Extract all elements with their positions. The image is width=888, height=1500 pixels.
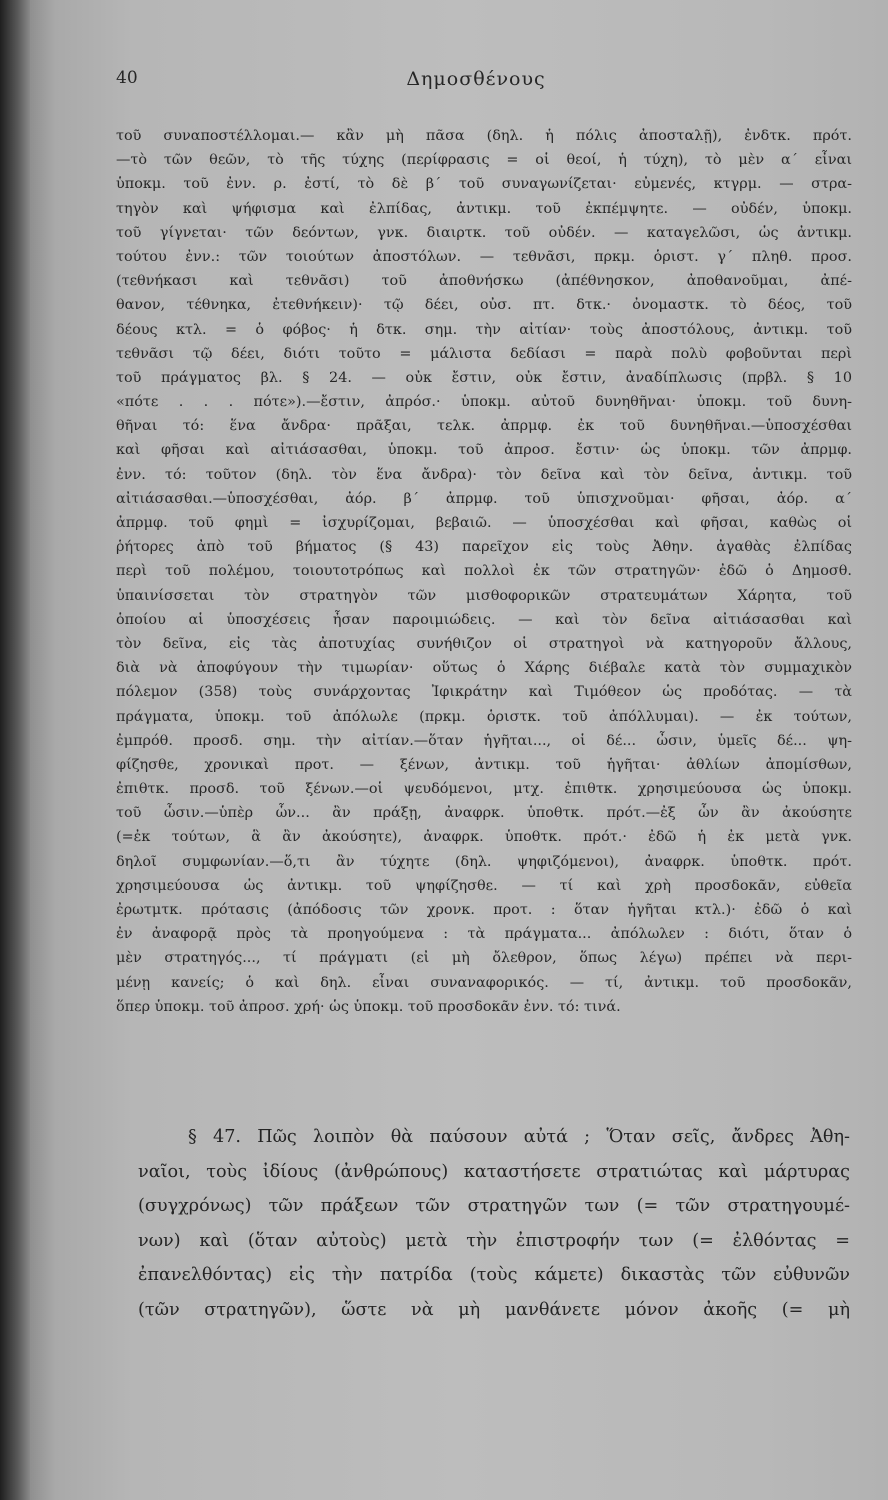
note-line: χρησιμεύουσα ὡς ἀντικμ. τοῦ ψηφίζησθε. — τί καὶ χρὴ προσδοκᾶν, εὐθεῖα [116,877,852,894]
running-title: Δημοσθένους [406,68,546,90]
commentary-notes [116,124,852,1019]
note-line: (τεθνήκασι καὶ τεθνᾶσι) τοῦ ἀποθνήσκω (ἀπέθνησκον, ἀποθανοῦμαι, ἀπέ- [116,273,852,290]
note-line: τηγὸν καὶ ψήφισμα καὶ ἐλπίδας, ἀντικμ. τοῦ ἐκπέμψητε. — οὐδέν, ὑποκμ. [116,200,852,217]
note-line: τούτου ἐνν.: τῶν τοιούτων ἀποστόλων. — τεθνᾶσι, πρκμ. ὁριστ. γ΄ πληθ. προσ. [116,248,852,265]
note-line: ὑποκμ. τοῦ ἐνν. ρ. ἐστί, τὸ δὲ β΄ τοῦ συναγωνίζεται· εὐμενές, κτγρμ. — στρα- [116,176,852,193]
note-line: δέους κτλ. = ὁ φόβος· ἡ δτκ. σημ. τὴν αἰτίαν· τοὺς ἀποστόλους, ἀντικμ. τοῦ [116,321,852,338]
section-47-line: νων) καὶ (ὅταν αὐτοὺς) μετὰ τὴν ἐπιστροφήν των (= ἐλθόντας = [138,1230,850,1251]
section-47-line: (συγχρόνως) τῶν πράξεων τῶν στρατηγῶν των (= τῶν στρατηγουμέ- [138,1196,850,1217]
note-line: πόλεμον (358) τοὺς συνάρχοντας Ἰφικράτην καὶ Τιμόθεον ὡς προδότας. — τὰ [116,684,852,701]
note-line: (=ἐκ τούτων, ἃ ἂν ἀκούσητε), ἀναφρκ. ὑποθτκ. πρότ.· ἐδῶ ἡ ἐκ μετὰ γνκ. [116,829,852,846]
note-line: δηλοῖ συμφωνίαν.—ὅ,τι ἂν τύχητε (δηλ. ψηφιζόμενοι), ἀναφρκ. ὑποθτκ. πρότ. [116,853,852,870]
note-line-last: ὅπερ ὑποκμ. τοῦ ἀπροσ. χρή· ὡς ὑποκμ. τοῦ προσδοκᾶν ἐνν. τό: τινά. [116,998,621,1015]
section-47-line: (τῶν στρατηγῶν), ὥστε νὰ μὴ μανθάνετε μόνον ἀκοῆς (= μὴ [138,1299,850,1320]
note-line: πράγματα, ὑποκμ. τοῦ ἀπόλωλε (πρκμ. ὁριστκ. τοῦ ἀπόλλυμαι). — ἐκ τούτων, [116,708,852,725]
section-47-line: § 47. Πῶς λοιπὸν θὰ παύσουν αὐτά ; Ὅταν σεῖς, ἄνδρες Ἀθη- [188,1127,850,1147]
note-line: τοῦ γίγνεται· τῶν δεόντων, γνκ. διαιρτκ. τοῦ οὐδέν. — καταγελῶσι, ὡς ἀντικμ. [116,224,852,241]
note-line: μὲν στρατηγός..., τί πράγματι (εἰ μὴ ὄλεθρον, ὅπως λέγω) πρέπει νὰ περι- [116,950,852,967]
note-line: θῆναι τό: ἕνα ἄνδρα· πρᾶξαι, τελκ. ἀπρμφ. ἐκ τοῦ δυνηθῆναι.—ὑποσχέσθαι [116,418,852,435]
note-line: ἀπρμφ. τοῦ φημὶ = ἰσχυρίζομαι, βεβαιῶ. — ὑποσχέσθαι καὶ φῆσαι, καθὼς οἱ [116,515,852,531]
note-line: θανον, τέθνηκα, ἐτεθνήκειν)· τῷ δέει, οὐσ. πτ. δτκ.· ὀνομαστκ. τὸ δέος, τοῦ [116,297,852,314]
note-line: ἐνν. τό: τοῦτον (δηλ. τὸν ἕνα ἄνδρα)· τὸν δεῖνα καὶ τὸν δεῖνα, ἀντικμ. τοῦ [116,466,852,483]
section-47-line: ἐπανελθόντας) εἰς τὴν πατρίδα (τοὺς κάμετε) δικαστὰς τῶν εὐθυνῶν [138,1265,850,1286]
note-line: —τὸ τῶν θεῶν, τὸ τῆς τύχης (περίφρασις = οἱ θεοί, ἡ τύχη), τὸ μὲν α΄ εἶναι [116,152,852,169]
note-line: διὰ νὰ ἀποφύγουν τὴν τιμωρίαν· οὕτως ὁ Χάρης διέβαλε κατὰ τὸν συμμαχικὸν [116,660,852,677]
note-line: ῥήτορες ἀπὸ τοῦ βήματος (§ 43) παρεῖχον εἰς τοὺς Ἀθην. ἀγαθὰς ἐλπίδας [116,539,852,556]
note-line: περὶ τοῦ πολέμου, τοιουτοτρόπως καὶ πολλοὶ ἐκ τῶν στρατηγῶν· ἐδῶ ὁ Δημοσθ. [116,563,852,580]
note-line: «πότε . . . πότε»).—ἔστιν, ἀπρόσ.· ὑποκμ. αὐτοῦ δυνηθῆναι· ὑποκμ. τοῦ δυνη- [116,394,852,411]
note-line: αἰτιάσασθαι.—ὑποσχέσθαι, ἀόρ. β΄ ἀπρμφ. τοῦ ὑπισχνοῦμαι· φῆσαι, ἀόρ. α΄ [116,490,852,507]
note-line: καὶ φῆσαι καὶ αἰτιάσασθαι, ὑποκμ. τοῦ ἀπροσ. ἔστιν· ὡς ὑποκμ. τῶν ἀπρμφ. [116,442,852,459]
note-line: ὁποίου αἱ ὑποσχέσεις ἦσαν παροιμιώδεις. — καὶ τὸν δεῖνα αἰτιάσασθαι καὶ [116,611,852,628]
note-line: ἐπιθτκ. προσδ. τοῦ ξένων.—οἱ ψευδόμενοι, μτχ. ἐπιθτκ. χρησιμεύουσα ὡς ὑποκμ. [116,781,852,798]
note-line: φίζησθε, χρονικαὶ προτ. — ξένων, ἀντικμ. τοῦ ἡγῆται· ἀθλίων ἀπομίσθων, [116,756,852,773]
note-line: ἐν ἀναφορᾷ πρὸς τὰ προηγούμενα : τὰ πράγματα... ἀπόλωλεν : διότι, ὅταν ὁ [116,926,852,943]
note-line: ἐμπρόθ. προσδ. σημ. τὴν αἰτίαν.—ὅταν ἡγῆται..., οἱ δέ... ὦσιν, ὑμεῖς δέ... ψη- [116,732,852,749]
section-47-line: ναῖοι, τοὺς ἰδίους (ἀνθρώπους) καταστήσετε στρατιώτας καὶ μάρτυρας [138,1161,850,1182]
note-line: ἐρωτμτκ. πρότασις (ἀπόδοσις τῶν χρονκ. προτ. : ὅταν ἡγῆται κτλ.)· ἐδῶ ὁ καὶ [116,902,852,918]
page-number: 40 [116,68,138,88]
translation-section [138,1120,850,1328]
note-line: τοῦ πράγματος βλ. § 24. — οὐκ ἔστιν, οὐκ ἔστιν, ἀναδίπλωσις (πρβλ. § 10 [116,369,852,386]
page-header [116,68,836,100]
note-line: μένῃ κανείς; ὁ καὶ δηλ. εἶναι συναναφορικός. — τί, ἀντικμ. τοῦ προσδοκᾶν, [116,974,852,991]
note-line: τοῦ συναποστέλλομαι.— κἂν μὴ πᾶσα (δηλ. ἡ πόλις ἀποσταλῇ), ἐνδτκ. πρότ. [116,128,852,144]
note-line: τὸν δεῖνα, εἰς τὰς ἀποτυχίας συνήθιζον οἱ στρατηγοὶ νὰ κατηγοροῦν ἄλλους, [116,635,852,652]
note-line: ὑπαινίσσεται τὸν στρατηγὸν τῶν μισθοφορικῶν στρατευμάτων Χάρητα, τοῦ [116,587,852,604]
book-spine [0,0,30,1500]
note-line: τεθνᾶσι τῷ δέει, διότι τοῦτο = μάλιστα δεδίασι = παρὰ πολὺ φοβοῦνται περὶ [116,345,852,362]
note-line: τοῦ ὦσιν.—ὑπὲρ ὧν... ἂν πράξῃ, ἀναφρκ. ὑποθτκ. πρότ.—ἐξ ὧν ἂν ἀκούσητε [116,805,852,822]
